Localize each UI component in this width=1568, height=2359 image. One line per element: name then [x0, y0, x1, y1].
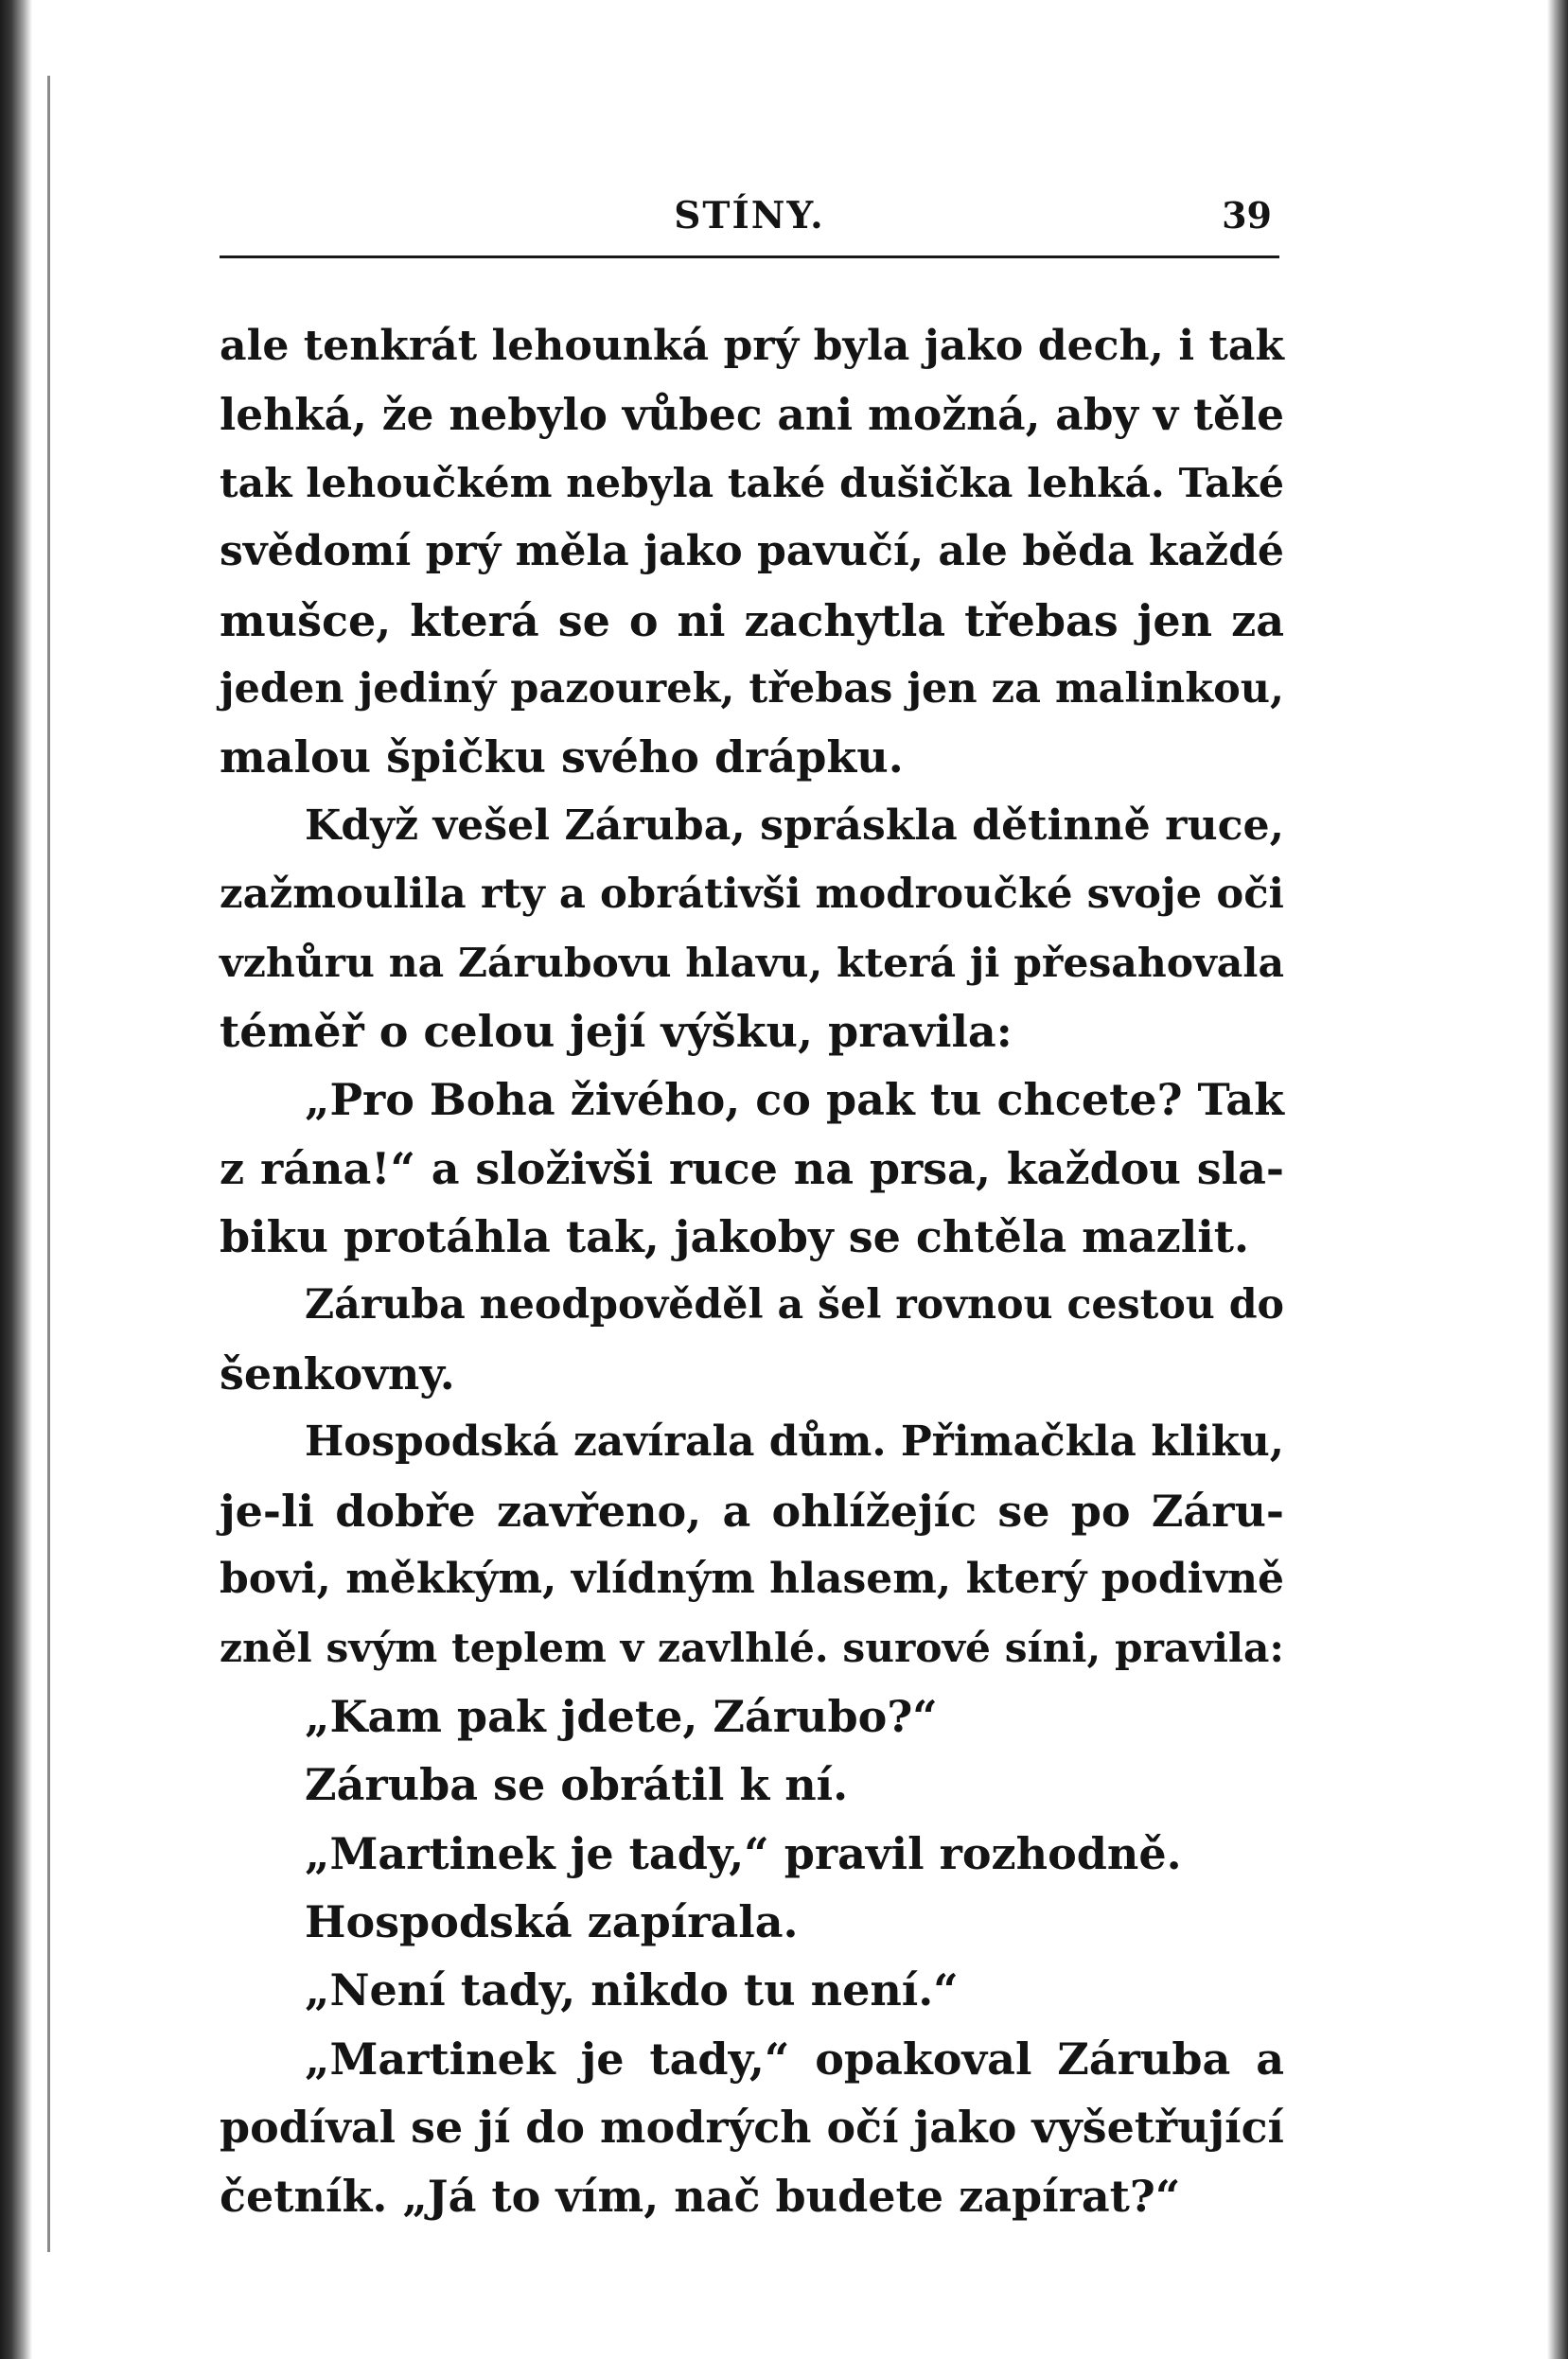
text-line: „Pro Boha živého, co pak tu chcete? Tak [305, 1074, 1284, 1126]
text-line: malou špičku svého drápku. [220, 731, 904, 783]
text-line: „Martinek je tady,“ pravil rozhodně. [305, 1827, 1182, 1879]
text-line: lehká, že nebylo vůbec ani možná, aby v těle [220, 389, 1284, 441]
text-line: vzhůru na Zárubovu hlavu, která ji přesahovala [220, 939, 1284, 987]
text-line: ale tenkrát lehounká prý byla jako dech, i tak [220, 322, 1284, 370]
page-number: 39 [1222, 194, 1272, 237]
text-line: Hospodská zapírala. [305, 1895, 799, 1947]
text-line: „Není tady, nikdo tu není.“ [305, 1964, 959, 2016]
text-line: jeden jediný pazourek, třebas jen za malinkou, [220, 664, 1284, 713]
text-line: mušce, která se o ni zachytla třebas jen za [220, 594, 1284, 646]
book-spine-shadow [0, 0, 32, 2359]
text-line: podíval se jí do modrých očí jako vyšetřující [220, 2102, 1284, 2154]
text-line: svědomí prý měla jako pavučí, ale běda každé [220, 527, 1284, 576]
text-line: Záruba se obrátil k ní. [305, 1759, 849, 1811]
page-edge-shadow [1547, 0, 1568, 2359]
text-line: téměř o celou její výšku, pravila: [220, 1005, 1013, 1057]
header-rule [220, 255, 1279, 258]
text-line: „Kam pak jdete, Zárubo?“ [305, 1690, 938, 1742]
gutter-line [47, 76, 50, 2252]
page-header [220, 194, 1279, 251]
text-line: biku protáhla tak, jakoby se chtěla mazlit. [220, 1211, 1249, 1263]
text-line: Hospodská zavírala dům. Přimačkla kliku, [305, 1417, 1284, 1467]
text-line: zažmoulila rty a obrátivši modroučké svoje oči [220, 870, 1284, 919]
text-line: zněl svým teplem v zavlhlé. surové síni, pravila: [220, 1624, 1284, 1672]
text-line: „Martinek je tady,“ opakoval Záruba a [305, 2033, 1284, 2085]
body-text [220, 312, 1284, 2230]
text-line: tak lehoučkém nebyla také dušička lehká. Také [220, 459, 1284, 507]
text-line: šenkovny. [220, 1347, 455, 1400]
text-line: z rána!“ a složivši ruce na prsa, každou sla- [220, 1142, 1284, 1194]
text-line: Když vešel Záruba, spráskla dětinně ruce, [305, 801, 1284, 850]
text-line: Záruba neodpověděl a šel rovnou cestou do [305, 1281, 1284, 1329]
text-line: bovi, měkkým, vlídným hlasem, který podivně [220, 1555, 1284, 1604]
text-line: četník. „Já to vím, nač budete zapírat?“ [220, 2170, 1181, 2222]
text-line: je-li dobře zavřeno, a ohlížejíc se po Záru- [220, 1485, 1284, 1537]
running-title: STÍNY. [674, 194, 825, 238]
